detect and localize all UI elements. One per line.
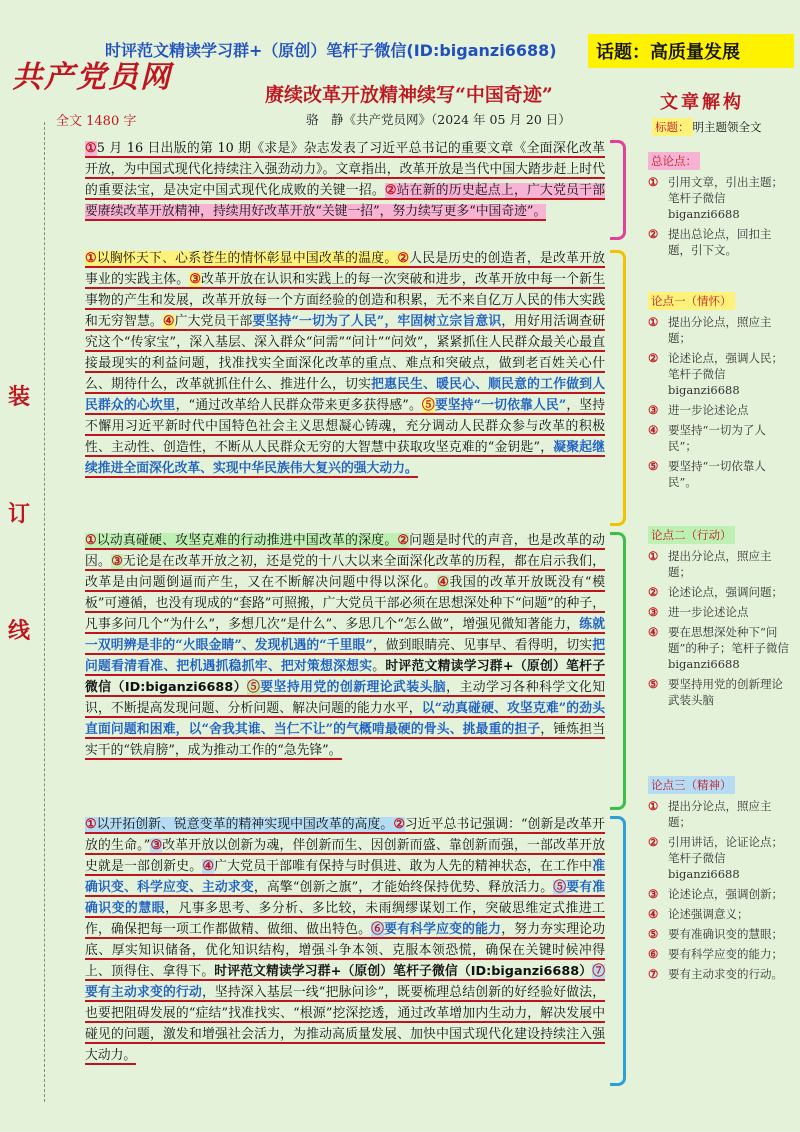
subtitle-tag: 标题： [652, 118, 693, 136]
sidebar-item [648, 458, 794, 490]
item-number: ③ [648, 605, 659, 619]
item-number: ⑤ [648, 459, 659, 473]
key-phrase: 要坚持“一切依靠人民” [434, 398, 567, 413]
section-tag: 论点一（情怀） [648, 292, 735, 310]
sentence: ，努力夯实理论功底、厚实知识储备，优化知识结构，增强斗争本领、克服本领恐慌，确保在关键时候冲得上、顶得住、拿得下。 [85, 922, 606, 979]
key-phrase: 把惠民生、暖民心、顺民意的工作做到人民群众的心坎里 [85, 377, 606, 413]
item-number: ③ [648, 403, 659, 417]
key-phrase: 以“动真碰硬、攻坚克难”的劲头直面问题和困难，以“舍我其谁、当仁不让”的气概啃最硬的骨头、挑最重的担子 [85, 701, 605, 737]
sidebar-item [648, 350, 794, 398]
sidebar-item [648, 798, 794, 830]
brace-pink [610, 140, 626, 240]
sentence: ，凡事多思考、多分析、多比较，未雨绸缪谋划工作，突破思维定式推进工作，确保把每一项工作都做精、做细、做出特色。 [85, 901, 606, 937]
item-text: 提出总论点，回扣主题，引下文。 [668, 227, 772, 257]
key-phrase: 把问题看清看准、把机遇抓稳抓牢、把对策想深想实 [85, 638, 605, 674]
site-logo: 共产党员网 [12, 60, 172, 95]
brace-blue [610, 816, 626, 1086]
item-text: 进一步论述论点 [668, 403, 749, 417]
binding-rule [44, 122, 45, 1102]
sentence-number: ③ [189, 272, 202, 287]
item-text: 引用文章，引出主题；笔杆子微信 biganzi6688 [668, 175, 783, 221]
sentence-number: ③ [150, 838, 163, 853]
item-number: ② [648, 835, 659, 849]
sidebar-item [648, 422, 794, 454]
item-text: 要有准确识变的慧眼； [668, 927, 783, 941]
sentence: ，坚持深入基层一线“把脉问诊”，既要梳理总结创新的好经验好做法，也要把阻碍发展的“症结”找准找实、“根源”挖深挖透，通过改革增加内生动力，解决发展中碰见的问题，激发和增强社会活力，为推动高质量发展、加快中国式现代化建设持续注入强大动力。 [85, 985, 605, 1063]
item-number: ① [648, 315, 659, 329]
topic-badge: 话题：高质量发展 [588, 34, 794, 68]
sentence: 无论是在改革开放之初，还是党的十八大以来全面深化改革的历程，都在启示我们，改革是由问题倒逼而产生，又在不断解决问题中得以深化。 [85, 554, 605, 590]
header-banner: 时评范文精读学习群+（原创）笔杆子微信(ID:biganzi6688) [105, 41, 557, 60]
item-text: 要在思想深处种下“问题”的种子；笔杆子微信 biganzi6688 [668, 625, 789, 671]
sentence-number: ① [85, 251, 97, 266]
key-phrase: 要坚持用党的创新理论武装头脑 [260, 680, 447, 695]
sidebar-item [648, 314, 794, 346]
sentence-number: ④ [437, 575, 450, 590]
sidebar-item [648, 676, 794, 708]
sentence-thesis: 站在新的历史起点上，广大党员干部要赓续改革开放精神，持续用好改革开放“关键一招”，努力续写更多“中国奇迹”。 [85, 183, 606, 219]
item-number: ③ [648, 887, 659, 901]
key-phrase: 准确识变、科学应变、主动求变 [85, 859, 606, 895]
sentence: 广大党员干部 [174, 314, 253, 329]
item-number: ① [648, 549, 659, 563]
sidebar-item [648, 926, 794, 942]
binding-char: 线 [7, 618, 30, 644]
item-number: ④ [648, 625, 659, 639]
item-number: ① [648, 175, 659, 189]
item-text: 论述论点，强调人民；笔杆子微信 biganzi6688 [668, 351, 783, 397]
sentence: 改革开放以创新为魂，伴创新而生、因创新而盛、靠创新而强，一部改革开放史就是一部创新史。 [85, 838, 605, 874]
ad-text: 时评范文精读学习群+（原创）笔杆子微信（ID:biganzi6688） [214, 964, 593, 979]
sidebar-item [648, 946, 794, 962]
sentence-number: ⑦ [592, 964, 606, 979]
sidebar-item [648, 584, 794, 600]
key-phrase: 凝聚起继续推进全面深化改革、实现中华民族伟大复兴的强大动力。 [85, 440, 605, 476]
section-tag: 论点三（精神） [648, 776, 735, 794]
sidebar-subtitle [652, 118, 762, 136]
sidebar-item [648, 906, 794, 922]
sidebar-item [648, 604, 794, 620]
sentence-number: ④ [202, 859, 215, 874]
item-number: ② [648, 351, 659, 365]
item-number: ⑤ [648, 927, 659, 941]
sentence-subthesis: 以胸怀天下、心系苍生的情怀彰显中国改革的温度。 [96, 251, 398, 266]
sentence: 我国的改革开放既没有“模板”可遵循，也没有现成的“套路”可照搬，广大党员干部必须在思想深处种下“问题”的种子，凡事多问几个“为什么”，多想几次“是什么”、多思几个“怎么做”，增强见微知著能力， [85, 575, 606, 632]
sentence: ，主动学习各种科学文化知识，不断提高发现问题、分析问题、解决问题的能力水平， [85, 680, 606, 716]
item-text: 要坚持用党的创新理论武装头脑 [668, 677, 783, 707]
sidebar-item [648, 548, 794, 580]
sentence: ，锤炼担当实干的“铁肩膀”，成为推动工作的“急先锋”。 [85, 722, 605, 758]
key-phrase: 要有主动求变的行动 [85, 985, 202, 1000]
item-text: 要有主动求变的行动。 [668, 967, 783, 981]
sentence: 5 月 16 日出版的第 10 期《求是》杂志发表了习近平总书记的重要文章《全面深化改革开放，为中国式现代化持续注入强劲动力》。文章指出，改革开放是当代中国大踏步赶上时代的重要法宝，是决定中国式现代化成败的关键一招。 [85, 141, 605, 198]
key-phrase: 要有科学应变的能力 [384, 922, 502, 937]
binding-char: 装 [7, 384, 30, 410]
item-number: ② [648, 585, 659, 599]
brace-yellow [610, 250, 626, 526]
sentence: 习近平总书记强调：“创新是改革开放的生命。” [85, 817, 605, 853]
item-text: 要坚持“一切依靠人民”。 [668, 459, 766, 489]
sentence-subthesis: 以开拓创新、锐意变革的精神实现中国改革的高度。 [96, 817, 394, 832]
item-text: 论述论点，强调创新； [668, 887, 783, 901]
sidebar-section-argument-1 [648, 292, 794, 490]
sidebar-item [648, 402, 794, 418]
sentence: ，做到眼睛亮、见事早、看得明，切实 [372, 638, 593, 653]
sentence-subthesis: 以动真碰硬、攻坚克难的行动推进中国改革的深度。 [96, 533, 398, 548]
sentence-number: ④ [162, 314, 175, 329]
item-number: ② [648, 227, 659, 241]
sidebar-section-argument-3 [648, 776, 794, 982]
sentence: 改革开放在认识和实践上的每一次突破和进步，改革开放中每一个新生事物的产生和发展，改革开放每一个方面经验的创造和积累，无不来自亿万人民的伟大实践和无穷智慧。 [85, 272, 605, 329]
sentence: 人民是历史的创造者，是改革开放事业的实践主体。 [85, 251, 605, 287]
item-text: 要坚持“一切为了人民”； [668, 423, 766, 453]
sidebar-item [648, 624, 794, 672]
sentence-number: ② [397, 251, 410, 266]
brace-green [610, 532, 626, 810]
word-count: 全文 1480 字 [56, 114, 137, 129]
paragraph-intro [85, 138, 605, 222]
sentence-number: ⑤ [553, 880, 567, 895]
item-number: ④ [648, 423, 659, 437]
sentence: ，坚持不懈用习近平新时代中国特色社会主义思想凝心铸魂，充分调动人民群众参与改革的积极性、主动性、创造性，不断从人民群众无穷的大智慧中获取攻坚克难的“金钥匙”， [85, 398, 606, 455]
sentence: 问题是时代的声音，也是改革的动因。 [85, 533, 605, 569]
sentence-number: ⑤ [247, 680, 261, 695]
item-number: ⑥ [648, 947, 659, 961]
item-text: 提出分论点，照应主题； [668, 549, 772, 579]
key-phrase: 要坚持“一切为了人民”，牢固树立宗旨意识 [252, 314, 502, 329]
item-text: 提出分论点，照应主题； [668, 799, 772, 829]
sidebar-item [648, 886, 794, 902]
sentence-number: ⑤ [421, 398, 435, 413]
sidebar-item [648, 226, 794, 258]
sentence: 广大党员干部唯有保持与时俱进、敢为人先的精神状态，在工作中 [214, 859, 593, 874]
item-text: 提出分论点，照应主题； [668, 315, 772, 345]
sentence: ，用好用活调查研究这个“传家宝”，深入基层、深入群众“问需”“问计”“问效”，紧紧抓住人民群众最关心最直接最现实的利益问题，找准找实全面深化改革的重点、难点和突破点，做到老百姓关心什么、期待什么，改革就抓住什么、推进什么，切实 [85, 314, 605, 392]
sentence-number: ① [85, 533, 97, 548]
sentence-number: ③ [111, 554, 123, 569]
paragraph-argument-2 [85, 530, 605, 761]
sentence-number: ② [393, 817, 405, 832]
item-text: 论述论点，强调问题； [668, 585, 783, 599]
sentence: ，高擎“创新之旗”，才能始终保持优势、释放活力。 [253, 880, 554, 895]
paragraph-argument-3 [85, 814, 605, 1066]
binding-char: 订 [7, 501, 30, 527]
binding-label [6, 380, 32, 731]
item-number: ④ [648, 907, 659, 921]
item-text: 论述强调意义； [668, 907, 749, 921]
item-number: ⑦ [648, 967, 659, 981]
item-text: 要有科学应变的能力； [668, 947, 783, 961]
key-phrase: 练就一双明辨是非的“火眼金睛”、发现机遇的“千里眼” [85, 617, 606, 653]
sentence-number: ② [384, 183, 397, 198]
sentence-number: ② [397, 533, 410, 548]
sidebar-item [648, 966, 794, 982]
key-phrase: 要有准确识变的慧眼 [85, 880, 606, 916]
sidebar-section-argument-2 [648, 526, 794, 708]
sentence-number: ① [85, 141, 97, 156]
subtitle-text: 明主题领全文 [692, 120, 762, 134]
item-text: 引用讲话，论证论点；笔杆子微信 biganzi6688 [668, 835, 783, 881]
byline: 骆 静《共产党员网》（2024 年 05 月 20 日） [306, 112, 571, 127]
sidebar-item [648, 834, 794, 882]
item-number: ① [648, 799, 659, 813]
sentence-number: ⑥ [371, 922, 385, 937]
sidebar-title: 文章解构 [660, 92, 744, 113]
section-tag: 论点二（行动） [648, 526, 735, 544]
sentence: ，“通过改革给人民群众带来更多获得感”。 [175, 398, 422, 413]
sentence-number: ① [85, 817, 97, 832]
article-title: 赓续改革开放精神续写“中国奇迹” [265, 84, 553, 106]
paragraph-argument-1 [85, 248, 605, 479]
item-text: 进一步论述论点 [668, 605, 749, 619]
ad-text: 时评范文精读学习群+（原创）笔杆子微信（ID:biganzi6688） [85, 659, 605, 695]
sidebar-section-thesis [648, 152, 794, 258]
item-number: ⑤ [648, 677, 659, 691]
section-tag: 总论点： [648, 152, 700, 170]
sentence: 。 [372, 659, 386, 674]
sidebar-item [648, 174, 794, 222]
